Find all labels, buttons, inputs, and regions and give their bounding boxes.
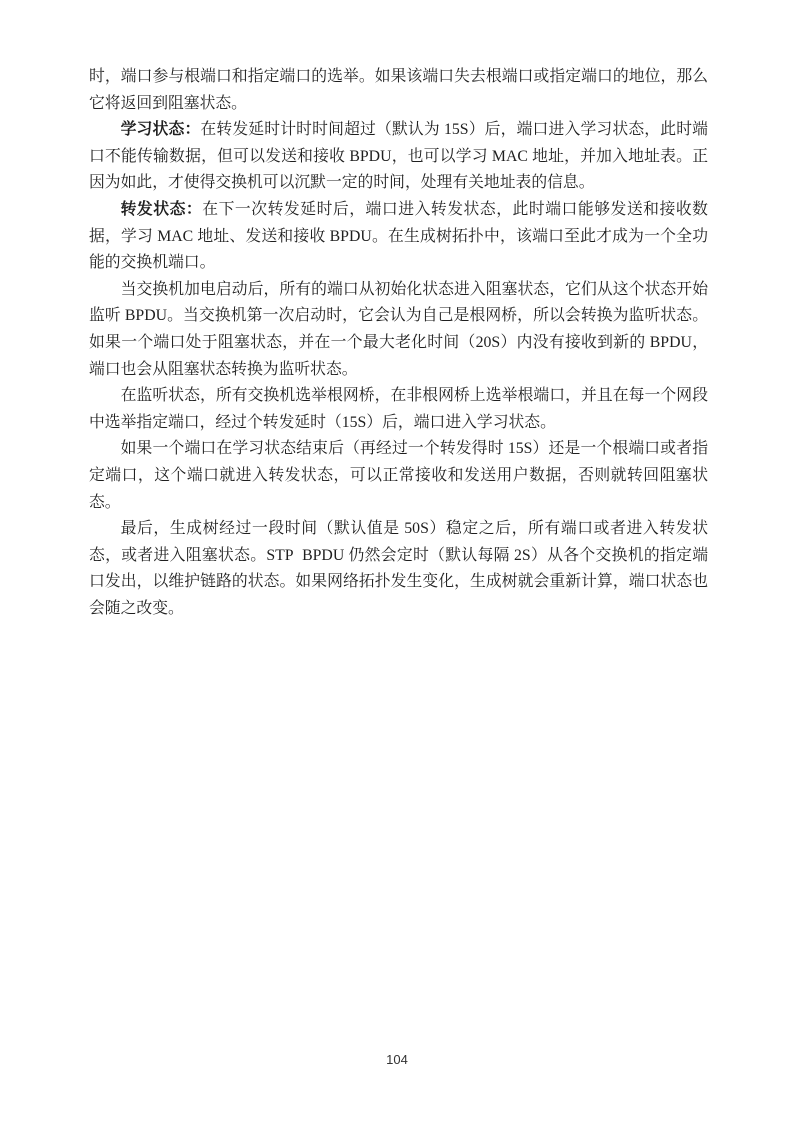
paragraph [89,436,708,516]
paragraph [89,197,708,277]
paragraph-text: 当交换机加电启动后，所有的端口从初始化状态进入阻塞状态，它们从这个状态开始监听 BPDU。当交换机第一次启动时，它会认为自己是根网桥，所以会转换为监听状态。如果一个端口处于阻塞状态，并在一个最大老化时间（20S）内没有接收到新的 BPDU，端口也会从阻塞状态转换为监听状态。 [89,280,708,378]
paragraph-lead: 学习状态： [120,121,201,139]
paragraph [89,516,708,622]
paragraph-text: 在下一次转发延时后，端口进入转发状态，此时端口能够发送和接收数据，学习 MAC 地址、发送和接收 BPDU。在生成树拓扑中，该端口至此才成为一个全功能的交换机端口。 [89,200,708,272]
paragraph [89,117,708,197]
paragraph [89,277,708,383]
paragraph-text: 在监听状态，所有交换机选举根网桥，在非根网桥上选举根端口，并且在每一个网段中选举指定端口，经过个转发延时（15S）后，端口进入学习状态。 [89,387,708,431]
paragraph [89,383,708,436]
page-number: 104 [386,1052,408,1067]
paragraph-text: 时，端口参与根端口和指定端口的选举。如果该端口失去根端口或指定端口的地位，那么它将返回到阻塞状态。 [89,68,708,112]
paragraph [89,64,708,117]
paragraph-text: 在转发延时计时时间超过（默认为 15S）后，端口进入学习状态，此时端口不能传输数据，但可以发送和接收 BPDU，也可以学习 MAC 地址，并加入地址表。正因为如此，才使得交换机可以沉默一定的时间，处理有关地址表的信息。 [89,121,708,192]
paragraph-text: 最后，生成树经过一段时间（默认值是 50S）稳定之后，所有端口或者进入转发状态，或者进入阻塞状态。STP BPDU 仍然会定时（默认每隔 2S）从各个交换机的指定端口发出，以维护链路的状态。如果网络拓扑发生变化，生成树就会重新计算，端口状态也会随之改变。 [89,520,708,617]
paragraph-lead: 转发状态： [120,200,203,218]
paragraph-text: 如果一个端口在学习状态结束后（再经过一个转发得时 15S）还是一个根端口或者指定端口，这个端口就进入转发状态，可以正常接收和发送用户数据，否则就转回阻塞状态。 [89,440,708,511]
document-content [89,64,708,622]
